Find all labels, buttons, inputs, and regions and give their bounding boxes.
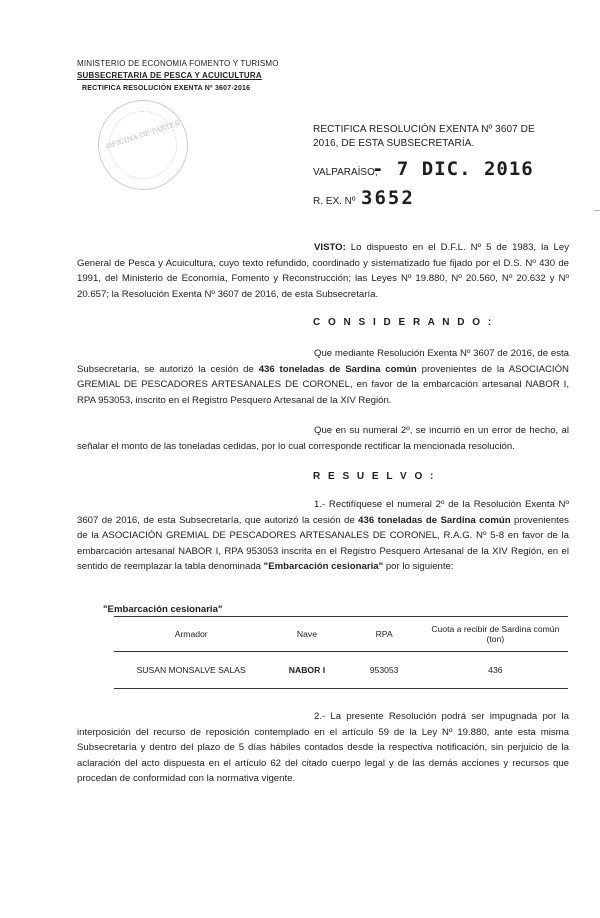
cell-rpa: 953053 bbox=[346, 652, 423, 689]
date-stamp: - 7 DIC. 2016 bbox=[372, 158, 534, 180]
considerando-heading: C O N S I D E R A N D O : bbox=[313, 317, 494, 328]
r1-bold: 436 toneladas de Sardina común bbox=[358, 514, 511, 526]
considerando-paragraph-1 bbox=[77, 346, 569, 408]
r1-text-c: por lo siguiente: bbox=[383, 561, 454, 572]
visto-label: VISTO: bbox=[314, 242, 346, 253]
table-header-row bbox=[114, 617, 568, 652]
cell-armador: SUSAN MONSALVE SALAS bbox=[114, 652, 268, 689]
r1-text-a: 1.- Rectifíquese el numeral 2º de la Resolución Exenta Nº 3607 de 2016, de esta Subsecretaría, que autorizó la cesión de bbox=[77, 499, 569, 526]
ministry-header: MINISTERIO DE ECONOMIA FOMENTO Y TURISMO bbox=[77, 59, 279, 68]
r1-bold-2: "Embarcación cesionaria" bbox=[263, 561, 384, 572]
office-stamp bbox=[98, 100, 188, 190]
stamp-text: OFICINA DE PARTES bbox=[105, 119, 181, 151]
c1-text-a: Que mediante Resolución Exenta Nº 3607 de 2016, de esta Subsecretaría, se autorizó la cesión de bbox=[77, 348, 569, 375]
reference-title: RECTIFICA RESOLUCIÓN EXENTA Nº 3607 DE 2016, DE ESTA SUBSECRETARÍA. bbox=[313, 124, 535, 149]
r1-text-b: provenientes de la ASOCIACIÓN GREMIAL DE PESCADORES ARTESANALES DE CORONEL, R.A.G. Nº 5-8 en favor de la embarcación artesanal NABOR I, RPA 953053 inscrita en el Registro Pesquero Artesanal de la XIV Región, en el sentido de reemplazar la tabla denominada bbox=[77, 514, 569, 572]
ref-header: RECTIFICA RESOLUCIÓN EXENTA Nº 3607-2016 bbox=[82, 85, 251, 92]
page-edge-mark bbox=[594, 210, 600, 211]
header-rpa: RPA bbox=[346, 617, 423, 652]
cell-nave: NABOR I bbox=[268, 652, 345, 689]
place-label: VALPARAÍSO, bbox=[313, 167, 378, 178]
header-cuota: Cuota a recibir de Sardina común (ton) bbox=[423, 617, 568, 652]
header-nave: Nave bbox=[268, 617, 345, 652]
rex-label: R. EX. Nº bbox=[313, 196, 356, 207]
subsecretaria-header: SUBSECRETARIA DE PESCA Y ACUICULTURA bbox=[77, 71, 262, 80]
cesionaria-table bbox=[114, 616, 568, 689]
resuelvo-paragraph-2: 2.- La presente Resolución podrá ser impugnada por la interposición del recurso de reposición contemplado en el artículo 59 de la Ley Nº 19.880, ante esta misma Subsecretaría y dentro del plazo de 5 días hábiles contados desde la respectiva notificación, sin perjuicio de la aclaración del acto dispuesta en el artículo 62 del citado cuerpo legal y de las demás acciones y recursos que procedan de conformidad con la normativa vigente. bbox=[77, 711, 569, 784]
cell-cuota: 436 bbox=[423, 652, 568, 689]
c1-text-b: provenientes de la ASOCIACIÓN GREMIAL DE PESCADORES ARTESANALES DE CORONEL, en favor de la embarcación artesanal NABOR I, RPA 953053, inscrito en el Registro Pesquero Artesanal de la XIV Región. bbox=[77, 363, 569, 406]
considerando-paragraph-2: Que en su numeral 2º, se incurrió en un error de hecho, al señalar el monto de las toneladas cedidas, por lo cual corresponde rectificar la mencionada resolución. bbox=[77, 425, 569, 452]
table-row bbox=[114, 652, 568, 689]
resuelvo-paragraph-1 bbox=[77, 497, 569, 575]
visto-text: Lo dispuesto en el D.F.L. Nº 5 de 1983, la Ley General de Pesca y Acuicultura, cuyo texto refundido, coordinado y sistematizado fue fijado por el D.S. Nº 430 de 1991, del Ministerio de Economía, Fomento y Reconstrucción; las Leyes Nº 19.880, Nº 20.560, Nº 20.632 y Nº 20.657; la Resolución Exenta Nº 3607 de 2016, de esta Subsecretaría. bbox=[77, 242, 569, 300]
visto-paragraph bbox=[77, 240, 569, 302]
header-armador: Armador bbox=[114, 617, 268, 652]
c1-bold: 436 toneladas de Sardina común bbox=[258, 363, 417, 375]
rex-number: 3652 bbox=[361, 187, 415, 209]
resuelvo-heading: R E S U E L V O : bbox=[313, 471, 436, 482]
table-caption: "Embarcación cesionaria" bbox=[103, 604, 223, 615]
